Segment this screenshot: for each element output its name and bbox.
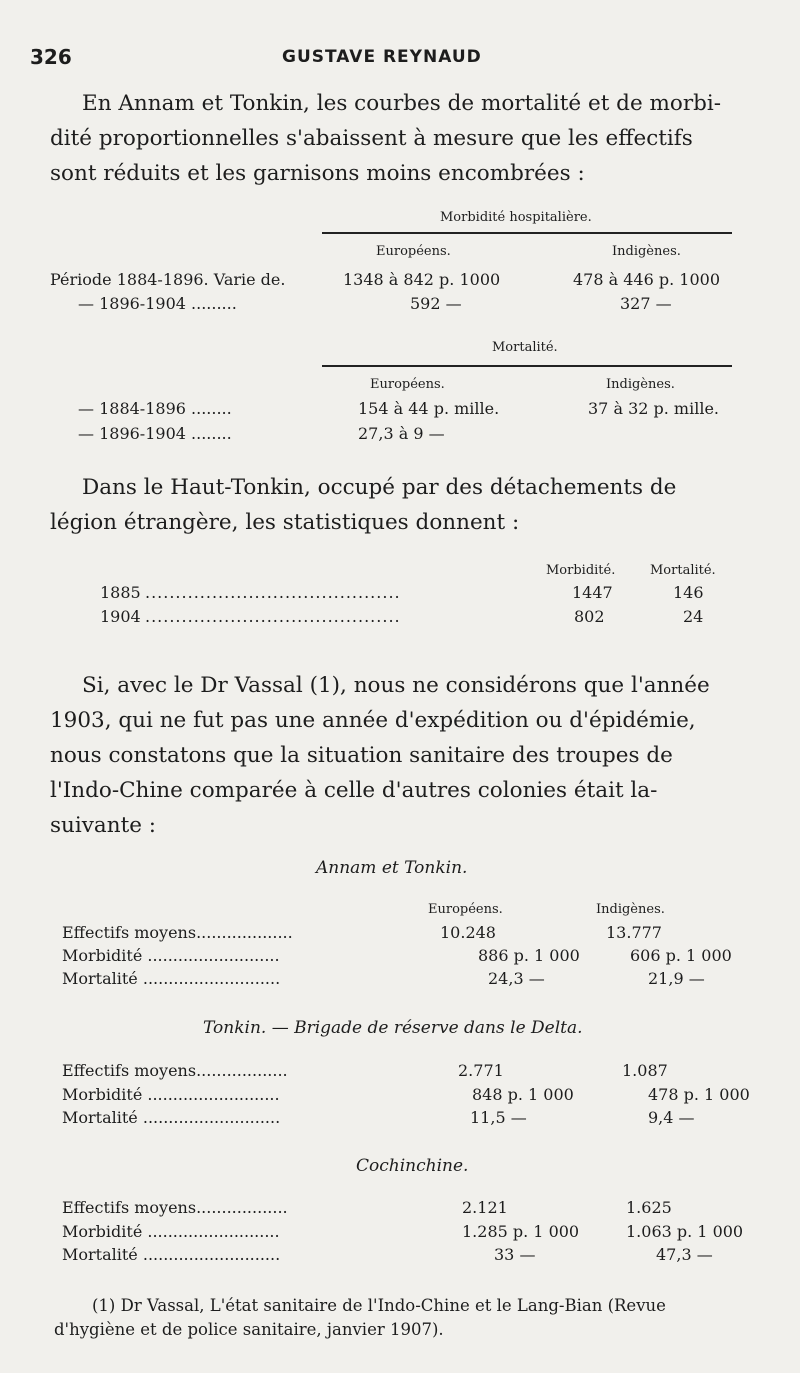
col-europeens: Européens. (376, 244, 451, 259)
text-line: sont réduits et les garnisons moins encombrées : (50, 161, 585, 186)
section-title: Tonkin. — Brigade de réserve dans le Delta. (203, 1018, 583, 1038)
mortality-value: 24 (683, 607, 704, 626)
col-indigenes: Indigènes. (612, 244, 681, 259)
row-value-in: 327 — (620, 294, 672, 313)
row-value-in: 1.625 (626, 1198, 672, 1217)
row-value-eu: 24,3 — (488, 969, 545, 988)
morbidity-value: 802 (574, 607, 605, 626)
col-morbidite: Morbidité. (546, 563, 616, 578)
col-indigenes: Indigènes. (596, 902, 665, 917)
text-line: l'Indo-Chine comparée à celle d'autres colonies était la- (50, 778, 658, 803)
row-value-in: 13.777 (606, 923, 662, 942)
row-value-eu: 10.248 (440, 923, 496, 942)
text-line: 1903, qui ne fut pas une année d'expédition ou d'épidémie, (50, 708, 696, 733)
mortality-heading: Mortalité. (492, 340, 558, 355)
morbidity-heading: Morbidité hospitalière. (440, 210, 592, 225)
text-line: En Annam et Tonkin, les courbes de mortalité et de morbi- (82, 91, 722, 116)
row-label: Mortalité ........................... (62, 1108, 281, 1127)
section-title: Annam et Tonkin. (316, 858, 468, 878)
row-value-eu: 27,3 à 9 — (358, 424, 445, 443)
row-value-eu: 592 — (410, 294, 462, 313)
row-label: Période 1884-1896. Varie de. (50, 270, 286, 289)
row-label: Morbidité .......................... (62, 946, 280, 965)
row-label: Effectifs moyens................... (62, 923, 293, 942)
row-value-eu: 848 p. 1 000 (472, 1085, 574, 1104)
footnote-line: (1) Dr Vassal, L'état sanitaire de l'Indo-Chine et le Lang-Bian (Revue (92, 1296, 666, 1315)
row-label: — 1896-1904 ........ (78, 424, 232, 443)
row-value-eu: 2.121 (462, 1198, 508, 1217)
row-value-eu: 1348 à 842 p. 1000 (343, 270, 501, 289)
row-label: — 1896-1904 ......... (78, 294, 237, 313)
col-mortalite: Mortalité. (650, 563, 716, 578)
row-value-in: 1.063 p. 1 000 (626, 1222, 744, 1241)
text-line: Si, avec le Dr Vassal (1), nous ne considérons que l'année (82, 673, 710, 698)
row-value-eu: 2.771 (458, 1061, 504, 1080)
text-line: dité proportionnelles s'abaissent à mesure que les effectifs (50, 126, 693, 151)
row-value-in: 9,4 — (648, 1108, 695, 1127)
row-value-in: 606 p. 1 000 (630, 946, 732, 965)
row-value-in: 478 à 446 p. 1000 (573, 270, 721, 289)
footnote-line: d'hygiène et de police sanitaire, janvier 1907). (54, 1320, 444, 1339)
running-title: GUSTAVE REYNAUD (282, 47, 482, 67)
year-label: 1904 (100, 607, 141, 626)
row-label: Effectifs moyens.................. (62, 1061, 288, 1080)
text-line: suivante : (50, 813, 157, 838)
row-label: Morbidité .......................... (62, 1222, 280, 1241)
dot-leader: .......................................... (145, 583, 401, 602)
text-line: nous constatons que la situation sanitaire des troupes de (50, 743, 673, 768)
col-indigenes: Indigènes. (606, 377, 675, 392)
row-value-eu: 154 à 44 p. mille. (358, 399, 500, 418)
vassal-paragraph (50, 668, 770, 843)
row-value-in: 478 p. 1 000 (648, 1085, 750, 1104)
row-value-eu: 886 p. 1 000 (478, 946, 580, 965)
row-value-eu: 11,5 — (470, 1108, 527, 1127)
col-europeens: Européens. (428, 902, 503, 917)
row-label: — 1884-1896 ........ (78, 399, 232, 418)
haut-tonkin-paragraph (50, 470, 770, 540)
row-label: Mortalité ........................... (62, 969, 281, 988)
col-europeens: Européens. (370, 377, 445, 392)
row-label: Mortalité ........................... (62, 1245, 281, 1264)
morbidity-value: 1447 (572, 583, 613, 602)
dot-leader: .......................................... (145, 607, 401, 626)
text-line: Dans le Haut-Tonkin, occupé par des détachements de (82, 475, 677, 500)
row-value-eu: 33 — (494, 1245, 536, 1264)
row-value-in: 21,9 — (648, 969, 705, 988)
row-value-in: 1.087 (622, 1061, 668, 1080)
footnote (54, 1294, 774, 1342)
intro-paragraph (50, 86, 770, 191)
row-value-eu: 1.285 p. 1 000 (462, 1222, 580, 1241)
page-number: 326 (30, 45, 72, 69)
row-label: Effectifs moyens.................. (62, 1198, 288, 1217)
year-label: 1885 (100, 583, 141, 602)
row-value-in: 47,3 — (656, 1245, 713, 1264)
text-line: légion étrangère, les statistiques donnent : (50, 510, 520, 535)
row-value-in: 37 à 32 p. mille. (588, 399, 720, 418)
row-label: Morbidité .......................... (62, 1085, 280, 1104)
section-title: Cochinchine. (356, 1156, 469, 1176)
mortality-value: 146 (673, 583, 704, 602)
